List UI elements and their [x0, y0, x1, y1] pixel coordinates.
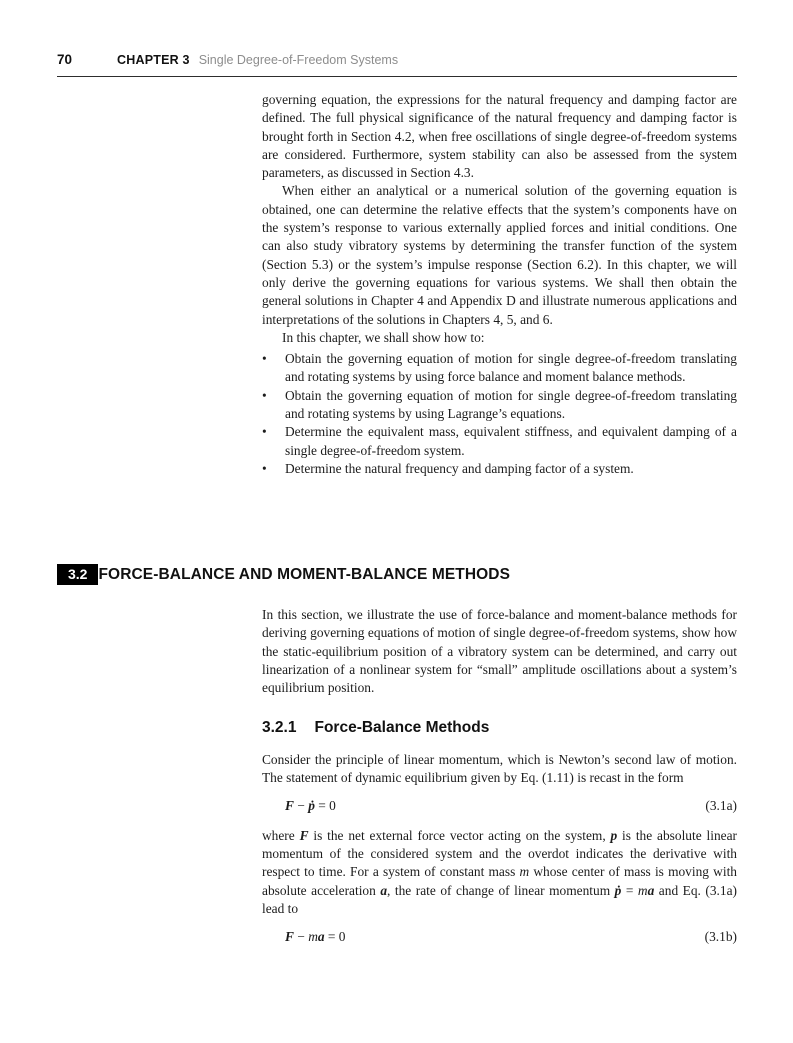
running-head — [57, 52, 737, 77]
list-item — [262, 387, 737, 424]
list-item — [262, 350, 737, 387]
equation-number: (3.1a) — [705, 798, 737, 814]
paragraph: In this section, we illustrate the use of force-balance and moment-balance methods for deriving governing equations of motion of single degree-of-freedom systems, show how the static-equilibrium position of a vibratory system can be determined, and carry out linearization of a nonlinear system for “small” amplitude oscillations about a system’s equilibrium position. — [262, 607, 737, 696]
equation-3-1a — [262, 797, 737, 815]
list-item-text: Determine the equivalent mass, equivalent stiffness, and equivalent damping of a single degree-of-freedom system. — [285, 424, 737, 458]
bullet-icon: • — [262, 351, 267, 367]
lead-in-line: In this chapter, we shall show how to: — [282, 329, 485, 345]
bullet-icon: • — [262, 460, 267, 476]
paragraph: When either an analytical or a numerical solution of the governing equation is obtained, one can determine the relative effects that the system’s components have on the system’s response to various externally applied forces and initial conditions. One can also study vibratory systems by determining the transfer function of the system (Section 5.3) or the system’s impulse response (Section 6.2). In this chapter, we will only derive the governing equations for various systems. We shall then obtain the general solutions in Chapter 4 and Appendix D and illustrate numerous applications and interpretations of the solutions in Chapters 4, 5, and 6. — [262, 183, 737, 327]
equation-body: F − ṗ = 0 — [285, 798, 336, 814]
intro-text-column — [262, 91, 737, 478]
section-title: FORCE-BALANCE AND MOMENT-BALANCE METHODS — [98, 565, 511, 583]
section-body-column — [262, 606, 737, 957]
equation-3-1b — [262, 928, 737, 946]
paragraph-continuation: governing equation, the expressions for the natural frequency and damping factor are defined. The full physical significance of the natural frequency and damping factor is brought forth in Section 4.2, when free oscillations of single degree-of-freedom systems are considered. Furthermore, system stability can also be assessed from the system parameters, as discussed in Section 4.3. — [262, 92, 737, 181]
bullet-icon: • — [262, 424, 267, 440]
bullet-icon: • — [262, 387, 267, 403]
list-item-text: Determine the natural frequency and damping factor of a system. — [285, 460, 634, 476]
paragraph: Consider the principle of linear momentum, which is Newton’s second law of motion. The statement of dynamic equilibrium given by Eq. (1.11) is recast in the form — [262, 751, 737, 786]
equation-body: F − ma = 0 — [285, 929, 346, 945]
list-item — [262, 460, 737, 478]
page-number: 70 — [57, 52, 73, 67]
chapter-title: Single Degree-of-Freedom Systems — [198, 53, 399, 67]
subsection-heading — [262, 719, 737, 737]
list-item-text: Obtain the governing equation of motion for single degree-of-freedom translating and rotating systems by using force balance and moment balance methods. — [285, 351, 737, 385]
objectives-list — [262, 350, 737, 478]
list-item — [262, 423, 737, 460]
subsection-number: 3.2.1 — [262, 719, 297, 737]
section-number-badge: 3.2 — [57, 564, 98, 585]
chapter-label: CHAPTER 3 — [117, 53, 190, 67]
equation-number: (3.1b) — [704, 929, 737, 945]
list-item-text: Obtain the governing equation of motion for single degree-of-freedom translating and rotating systems by using Lagrange’s equations. — [285, 387, 737, 422]
subsection-title: Force-Balance Methods — [314, 719, 490, 737]
section-heading — [57, 564, 737, 585]
paragraph: where F is the net external force vector acting on the system, p is the absolute linear momentum of the considered system and the overdot indicates the derivative with respect to time. For a system of constant mass m whose center of mass is moving with absolute acceleration a, the rate of change of linear momentum ṗ = ma and Eq. (3.1a) lead to — [262, 827, 737, 916]
